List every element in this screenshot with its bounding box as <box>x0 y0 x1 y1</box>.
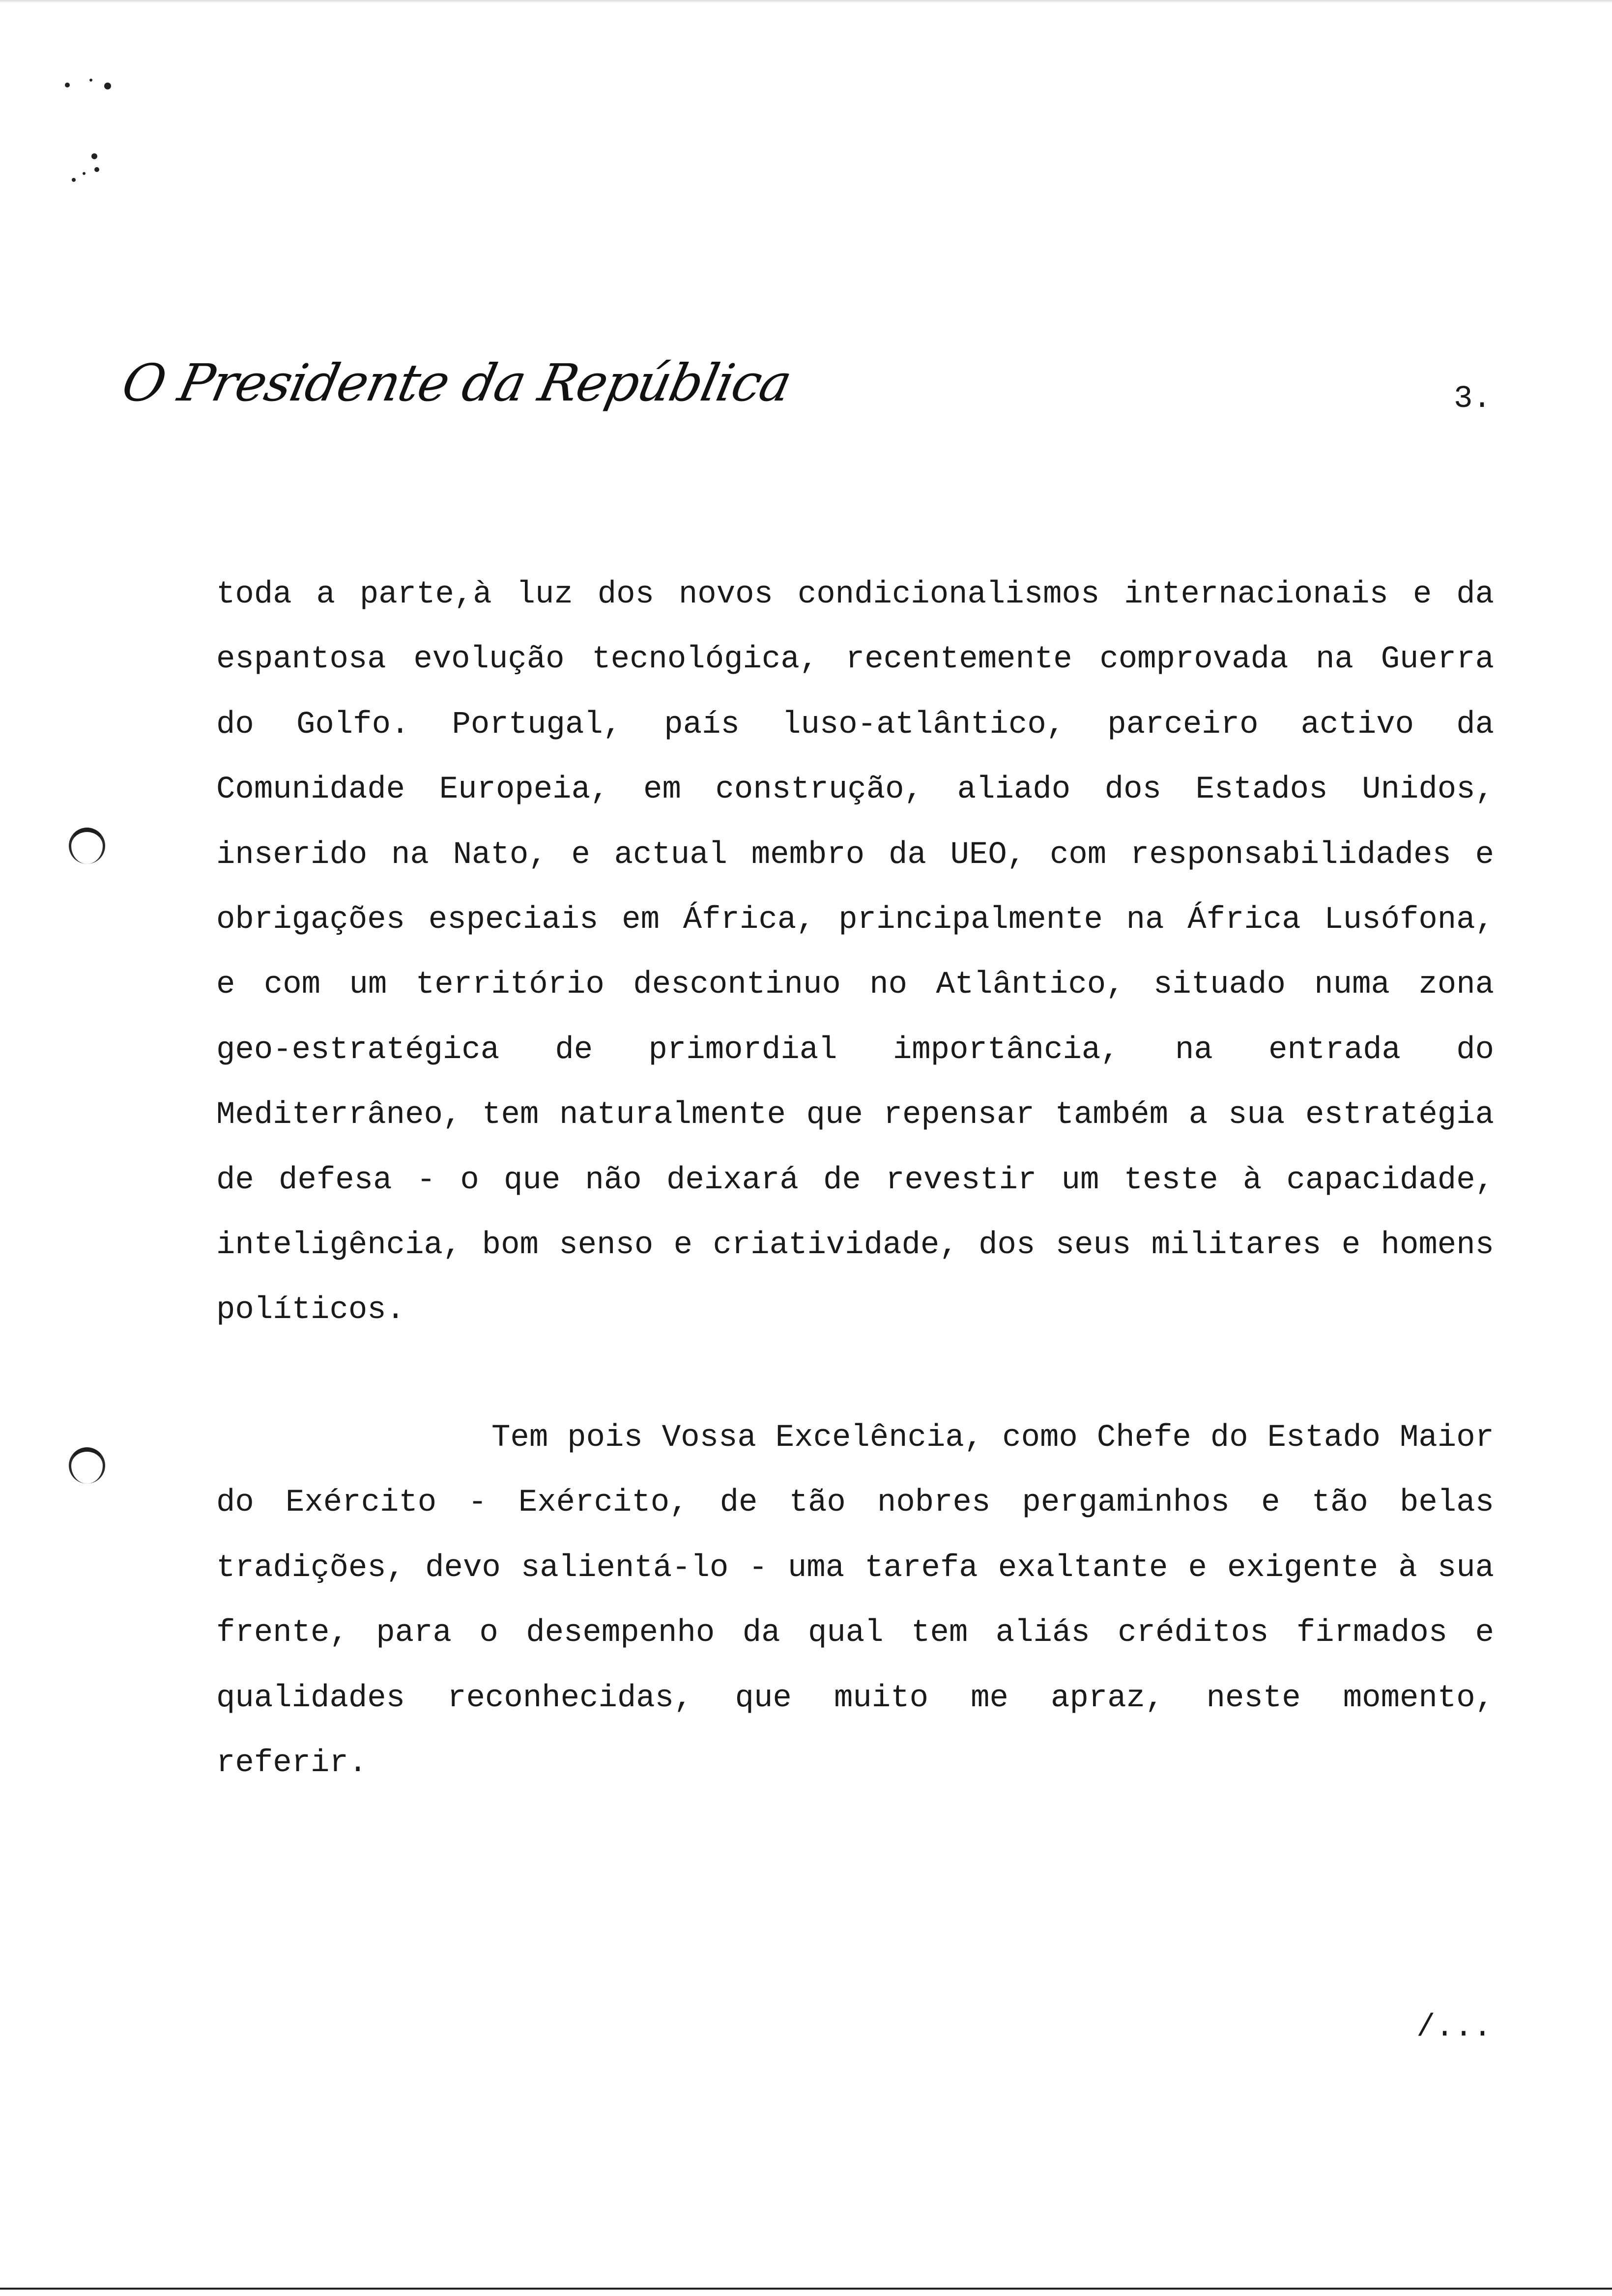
body-paragraph-2: Tem pois Vossa Excelência, como Chefe do Estado Maior do Exército - Exército, de tão nobres pergaminhos e tão belas tradições, devo salientá-lo - uma tarefa exaltante e exigente à sua frente, para o desempenho da qual tem aliás créditos firmados e qualidades reconhecidas, que muito me apraz, neste momento, referir. <box>216 1420 1494 1781</box>
punch-hole <box>69 1447 105 1484</box>
scan-speck <box>83 172 86 175</box>
scan-bottom-edge <box>0 2288 1612 2290</box>
scan-speck <box>72 178 76 182</box>
scan-speck <box>91 153 97 159</box>
scan-speck <box>65 83 70 87</box>
scan-speck <box>89 79 92 82</box>
scan-speck <box>94 167 99 172</box>
continuation-mark: /... <box>1416 2010 1492 2045</box>
punch-hole <box>69 828 105 864</box>
body-paragraph-1: toda a parte,à luz dos novos condicionalismos internacionais e da espantosa evolução tecnológica, recentemente comprovada na Guerra do Golfo. Portugal, país luso-atlântico, parceiro activo da Comunidade Europeia, em construção, aliado dos Estados Unidos, inserido na Nato, e actual membro da UEO, com responsabilidades e obrigações especiais em África, principalmente na África Lusófona, e com um território descontinuo no Atlântico, situado numa zona geo-estratégica de primordial importância, na entrada do Mediterrâneo, tem naturalmente que repensar também a sua estratégia de defesa - o que não deixará de revestir um teste à capacidade, inteligência, bom senso e criatividade, dos seus militares e homens políticos. <box>216 577 1494 1328</box>
letterhead-title: O Presidente da República <box>117 353 797 413</box>
scan-speck <box>104 83 111 89</box>
scan-top-edge <box>0 0 1612 3</box>
page-number: 3. <box>1454 381 1492 417</box>
